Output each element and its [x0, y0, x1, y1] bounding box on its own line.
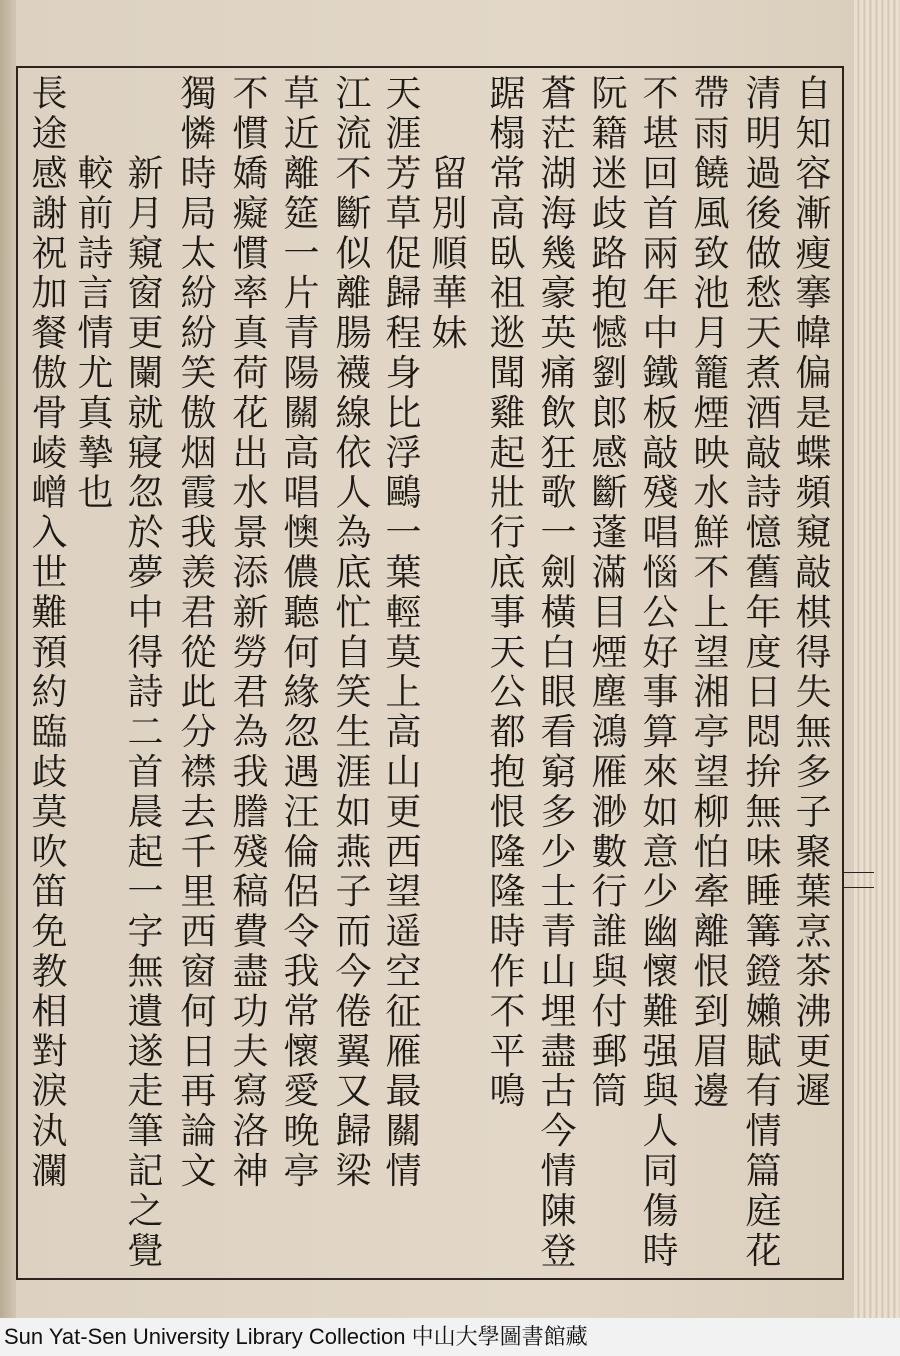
- poem-title-farewell: 留別順華妹: [426, 74, 467, 354]
- text-column-12: 不慣嬌癡慣率真荷花出水景添新勞君為我謄殘稿費盡功夫寫洛神: [227, 74, 268, 1192]
- text-column-11: 草近離筵一片青陽關高唱懊儂聽何緣忽遇汪倫侶令我常懷愛晚亭: [278, 74, 319, 1192]
- text-column-16: 長途感謝祝加餐傲骨崚嶒入世難預約臨歧莫吹笛免教相對淚汍瀾: [26, 74, 67, 1192]
- text-column-2: 清明過後做愁天煮酒敲詩憶舊年度日悶拚無味睡篝鐙嬾賦有情篇庭花: [740, 74, 781, 1271]
- text-column-13: 獨憐時局太紛紛笑傲烟霞我羡君從此分襟去千里西窗何日再論文: [175, 74, 216, 1192]
- collection-caption: Sun Yat-Sen University Library Collection 中山大學圖書館藏: [0, 1318, 900, 1356]
- page-edges: [854, 0, 900, 1318]
- text-column-5: 阮籍迷歧路抱憾劉郎感斷蓬滿目煙塵鴻雁渺數行誰與付郵筒: [586, 74, 627, 1112]
- binding-gutter: [0, 0, 16, 1318]
- poem-preface-line-1: 新月窺窗更闌就寢忽於夢中得詩二首晨起一字無遺遂走筆記之覺: [122, 74, 163, 1271]
- text-column-6: 蒼茫湖海幾豪英痛飲狂歌一劍橫白眼看窮多少士青山埋盡古今情陳登: [535, 74, 576, 1271]
- text-column-1: 自知容漸瘦搴幃偏是蝶頻窺敲棋得失無多子聚葉烹茶沸更遲: [790, 74, 831, 1112]
- poem-preface-line-2: 較前詩言情尤真摯也: [72, 74, 113, 513]
- text-column-7: 踞榻常高臥祖逖聞雞起壯行底事天公都抱恨隆隆時作不平鳴: [484, 74, 525, 1112]
- text-column-10: 江流不斷似離腸襪線依人為底忙自笑生涯如燕子而今倦翼又歸梁: [330, 74, 371, 1192]
- text-column-9: 天涯芳草促歸程身比浮鷗一葉輕莫上高山更西望遥空征雁最關情: [380, 74, 421, 1192]
- text-column-3: 帶雨饒風致池月籠煙映水鮮不上望湘亭望柳怕牽離恨到眉邊: [688, 74, 729, 1112]
- text-column-4: 不堪回首兩年中鐵板敲殘唱惱公好事算來如意少幽懷難强與人同傷時: [637, 74, 678, 1271]
- frame-fish-tail-mark: [844, 872, 874, 888]
